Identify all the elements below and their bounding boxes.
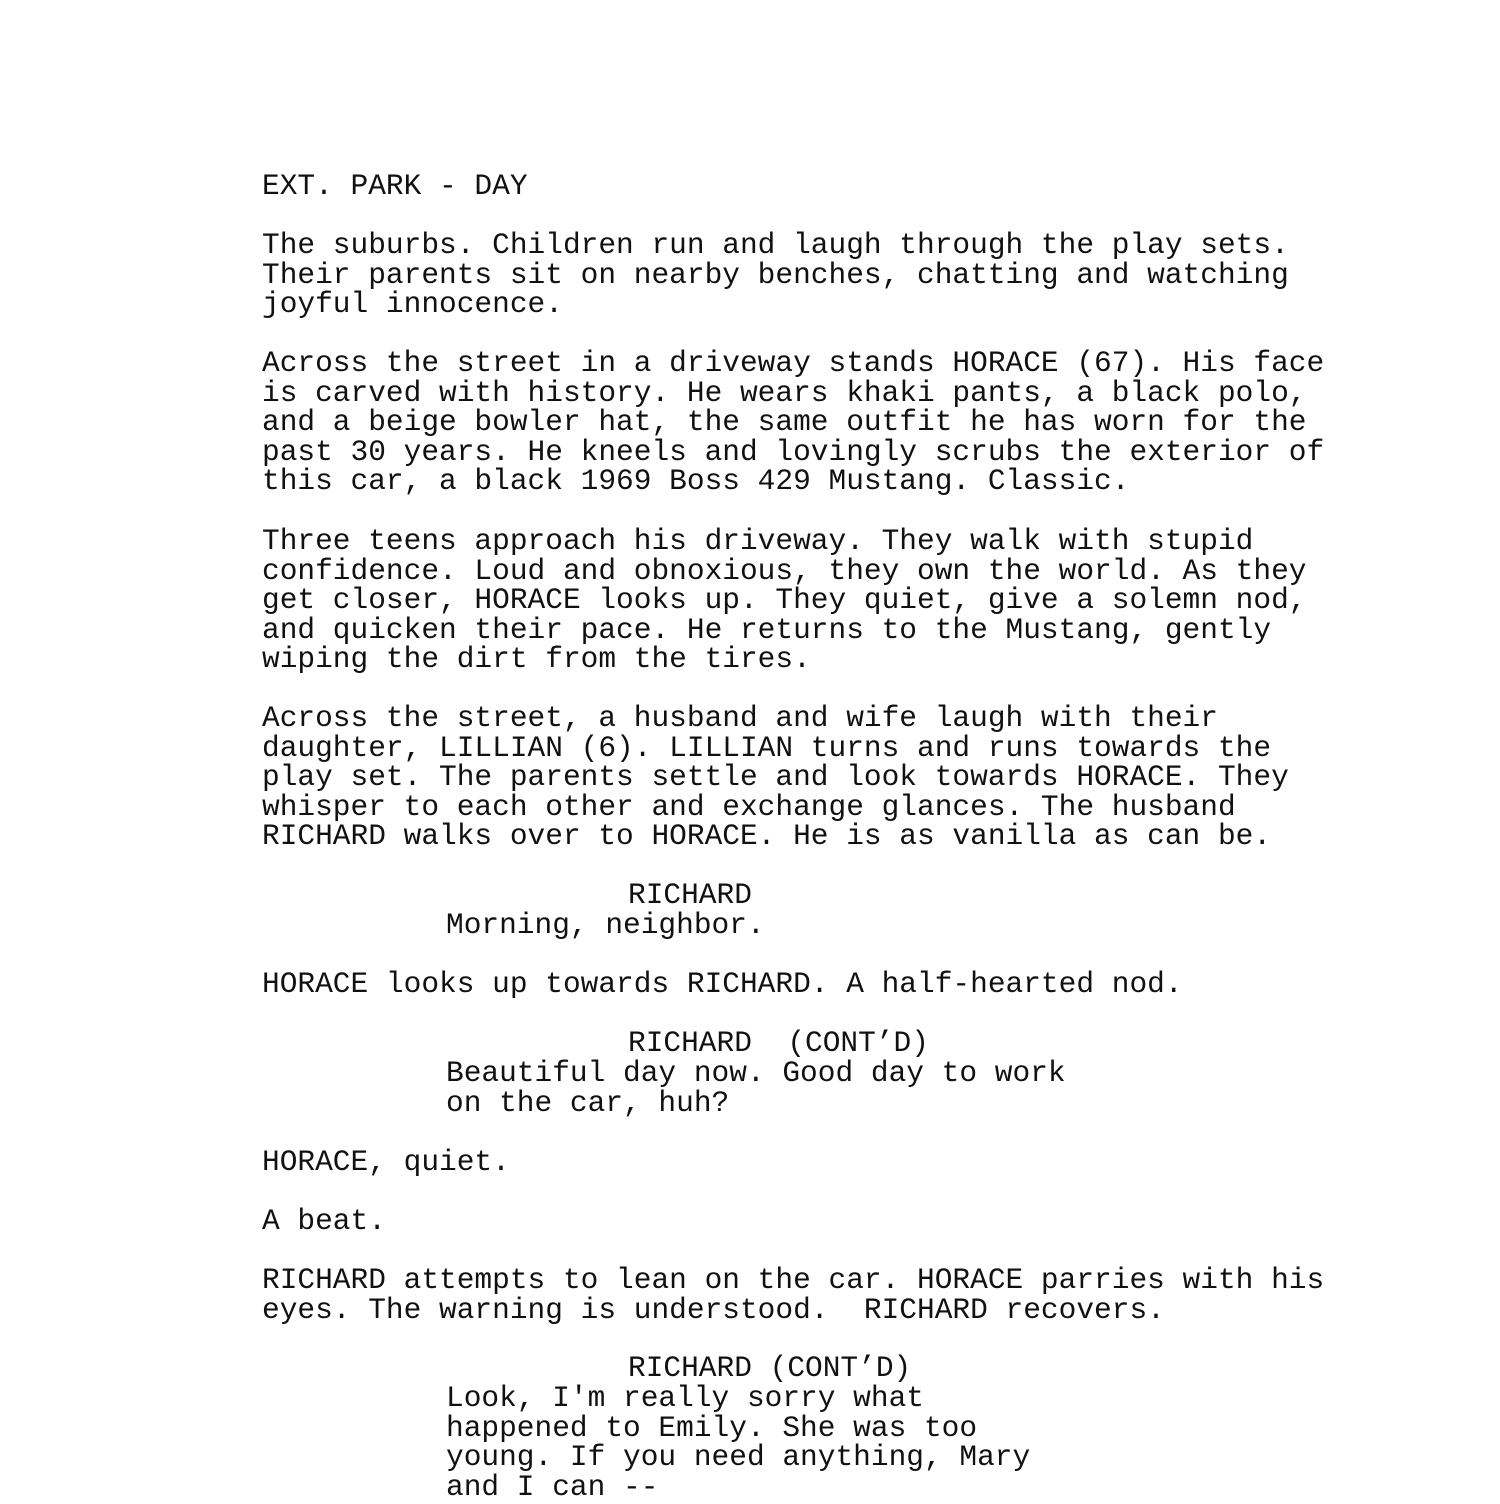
dialogue-line: happened to Emily. She was too (446, 1410, 978, 1445)
character-name: RICHARD (628, 878, 752, 912)
action-line: Across the street in a driveway stands HORACE (67). His face (262, 346, 1325, 380)
action-line: wiping the dirt from the tires. (262, 642, 811, 677)
action-block (262, 1145, 510, 1179)
character-name: RICHARD (CONT’D) (628, 1351, 912, 1385)
action-line: Across the street, a husband and wife laugh with their (262, 701, 1218, 735)
scene-heading (262, 169, 528, 203)
action-line: Three teens approach his driveway. They walk with stupid (262, 524, 1254, 558)
action-block (262, 967, 1183, 1001)
action-line: RICHARD attempts to lean on the car. HORACE parries with his (262, 1263, 1325, 1297)
action-line: eyes. The warning is understood. RICHARD recovers. (262, 1292, 1165, 1327)
action-line: HORACE, quiet. (262, 1145, 510, 1179)
dialogue-block (446, 1056, 1066, 1120)
action-block (262, 228, 1289, 322)
dialogue-line: young. If you need anything, Mary (446, 1440, 1031, 1475)
action-line: past 30 years. He kneels and lovingly scrubs the exterior of (262, 434, 1325, 469)
dialogue-line: on the car, huh? (446, 1085, 730, 1120)
action-line: get closer, HORACE looks up. They quiet, give a solemn nod, (262, 583, 1307, 618)
action-line: joyful innocence. (262, 287, 563, 322)
dialogue-line: Beautiful day now. Good day to work (446, 1056, 1066, 1090)
action-line: and quicken their pace. He returns to the Mustang, gently (262, 612, 1272, 647)
dialogue-line: and I can -- (446, 1469, 659, 1504)
action-block (262, 524, 1307, 677)
action-line: daughter, LILLIAN (6). LILLIAN turns and runs towards the (262, 730, 1272, 765)
scene-heading-line: EXT. PARK - DAY (262, 169, 528, 203)
action-line: and a beige bowler hat, the same outfit he has worn for the (262, 405, 1307, 440)
action-line: HORACE looks up towards RICHARD. A half-hearted nod. (262, 967, 1183, 1001)
action-line: this car, a black 1969 Boss 429 Mustang. Classic. (262, 464, 1130, 499)
action-line: whisper to each other and exchange glances. The husband (262, 789, 1236, 824)
action-line: confidence. Loud and obnoxious, they own the world. As they (262, 553, 1307, 588)
dialogue-line: Morning, neighbor. (446, 908, 765, 942)
action-line: A beat. (262, 1204, 386, 1238)
action-line: is carved with history. He wears khaki pants, a black polo, (262, 375, 1307, 410)
character-cue (628, 1026, 929, 1060)
character-cue (628, 878, 752, 912)
dialogue-block (446, 1381, 1031, 1504)
action-block (262, 701, 1289, 854)
dialogue-block (446, 908, 765, 942)
action-block (262, 1204, 386, 1238)
action-line: RICHARD walks over to HORACE. He is as vanilla as can be. (262, 819, 1272, 854)
character-cue (628, 1351, 912, 1385)
action-line: Their parents sit on nearby benches, chatting and watching (262, 257, 1289, 292)
action-block (262, 346, 1325, 499)
action-line: play set. The parents settle and look towards HORACE. They (262, 760, 1289, 795)
action-block (262, 1263, 1325, 1327)
character-name: RICHARD (CONT’D) (628, 1026, 929, 1060)
action-line: The suburbs. Children run and laugh through the play sets. (262, 228, 1289, 262)
dialogue-line: Look, I'm really sorry what (446, 1381, 924, 1415)
